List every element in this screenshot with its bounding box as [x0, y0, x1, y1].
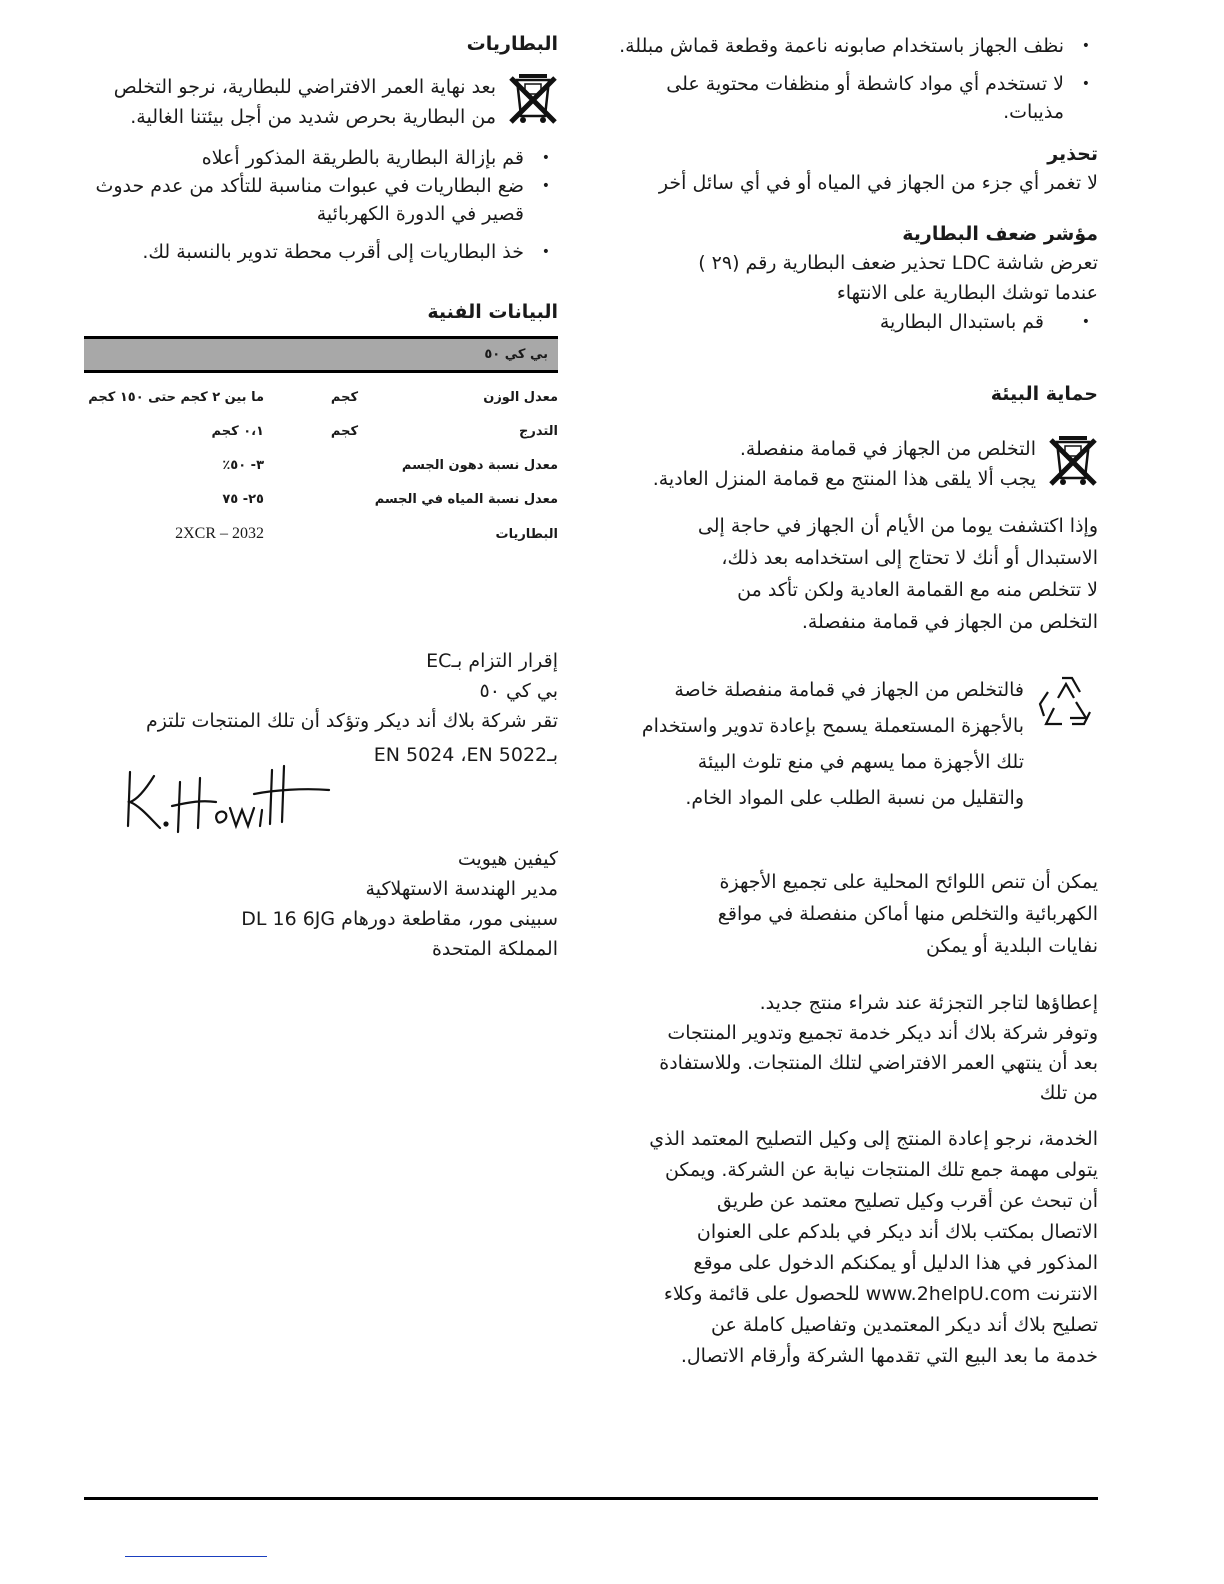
low-battery-title: مؤشر ضعف البطارية: [902, 223, 1098, 245]
low-battery-line: تعرض شاشة LDC تحذير ضعف البطارية رقم (٢٩ ): [698, 252, 1098, 274]
disposal-block: [612, 434, 1098, 494]
technical-data-table: [84, 336, 558, 552]
ec-statement: تقر شركة بلاك أند ديكر وتؤكد أن تلك المنتجات تلتزم: [145, 710, 558, 732]
batteries-title: البطاريات: [466, 33, 558, 55]
low-battery-line: عندما توشك البطارية على الانتهاء: [836, 282, 1098, 304]
list-item: • نظف الجهاز باستخدام صابونه ناعمة وقطعة قماش مبللة.: [612, 32, 1098, 60]
crossed-bin-icon: [508, 72, 558, 126]
battery-list: [84, 144, 558, 266]
crossed-bin-icon: [1048, 434, 1098, 488]
footer-link-line: [125, 1556, 267, 1557]
disposal-line: يجب ألا يلقى هذا المنتج مع قمامة المنزل العادية.: [652, 468, 1036, 490]
table-row: معدل نسبة دهون الجسم ٣- ٥٠٪: [222, 457, 558, 473]
footer-rule: [84, 1497, 1098, 1500]
disposal-line: التخلص من الجهاز في قمامة منفصلة.: [739, 438, 1036, 460]
signatory-name: كيفين هيويت: [457, 848, 558, 870]
technical-data-title: البيانات الفنية: [427, 301, 558, 323]
recycle-icon: [1036, 672, 1098, 734]
low-battery-section: [612, 220, 1098, 336]
environment-title: حماية البيئة: [990, 383, 1098, 405]
env-paragraph: يمكن أن تنص اللوائح المحلية على تجميع الأجهزة الكهربائية والتخلص منها أماكن منفصلة في مواقع نفايات البلدية أو يمكن: [717, 871, 1098, 957]
warning-text: لا تغمر أي جزء من الجهاز في المياه أو في أي سائل أخر: [658, 172, 1098, 194]
left-column: [84, 30, 558, 964]
signature: [84, 770, 558, 844]
table-row: معدل نسبة المياه في الجسم ٢٥- ٧٥: [222, 491, 558, 507]
ec-declaration: [84, 646, 558, 964]
list-item: • ضع البطاريات في عبوات مناسبة للتأكد من عدم حدوث قصير في الدورة الكهربائية: [84, 172, 558, 228]
table-row: معدل الوزن كجم ما بين ٢ كجم حتى ١٥٠ كجم: [88, 389, 558, 405]
signatory-position: مدير الهندسة الاستهلاكية: [365, 878, 558, 900]
signature-image: [124, 762, 334, 842]
table-header-model: بي كي ٥٠: [84, 338, 558, 372]
recycle-block: فالتخلص من الجهاز في قمامة منفصلة خاصة بالأجهزة المستعملة يسمح بإعادة تدوير واستخدام تلك الأجهزة مما يسهم في منع تلوث البيئة والتقليل من نسبة الطلب على المواد الخام.: [612, 672, 1098, 816]
ec-standards: بـEN 5024 ،EN 5022: [373, 744, 558, 766]
env-paragraph: إعطاؤها لتاجر التجزئة عند شراء منتج جديد. وتوفر شركة بلاك أند ديكر خدمة تجميع وتدوير المنتجات بعد أن ينتهي العمر الافتراضي لتلك المنتجات. وللاستفادة من تلك: [659, 992, 1098, 1104]
ec-title: إقرار التزام بـEC: [426, 650, 558, 672]
battery-disposal-block: بعد نهاية العمر الافتراضي للبطارية، نرجو التخلص من البطارية بحرص شديد من أجل بيئتنا الغالية.: [84, 72, 558, 132]
table-row: التدرج كجم ٠،١ كجم: [211, 423, 558, 439]
env-paragraph: الخدمة، نرجو إعادة المنتج إلى وكيل التصليح المعتمد الذي يتولى مهمة جمع تلك المنتجات نيابة عن الشركة. ويمكن أن تبحث عن أقرب وكيل تصليح معتمد عن طريق الاتصال بمكتب بلاك أند ديكر في بلدكم على العنوان المذكور في هذا الدليل أو يمكنكم الدخول على موقع الانترنت www.2helpU.com للحصول على قائمة وكلاء تصليح بلاك أند ديكر المعتمدين وتفاصيل كاملة عن خدمة ما بعد البيع التي تقدمها الشركة وأرقام الاتصال.: [649, 1128, 1098, 1367]
warning-title: تحذير: [1047, 143, 1098, 165]
table-row: البطاريات 2XCR – 2032: [175, 525, 558, 542]
ec-model: بي كي ٥٠: [479, 680, 558, 702]
list-item: • قم باستبدال البطارية: [612, 308, 1098, 336]
env-paragraph: وإذا اكتشفت يوما من الأيام أن الجهاز في حاجة إلى الاستبدال أو أنك لا تحتاج إلى استخدامه بعد ذلك، لا تتخلص منه مع القمامة العادية ولكن تأكد من التخلص من الجهاز في قمامة منفصلة.: [697, 515, 1098, 633]
company-country: المملكة المتحدة: [431, 938, 558, 960]
right-column: [612, 30, 1098, 1372]
list-item: • لا تستخدم أي مواد كاشطة أو منظفات محتوية على مذيبات.: [612, 70, 1098, 126]
cleaning-list: [612, 32, 1098, 126]
list-item: • خذ البطاريات إلى أقرب محطة تدوير بالنسبة لك.: [84, 238, 558, 266]
company-address: سبينى مور، مقاطعة دورهام DL 16 6JG: [241, 908, 558, 930]
warning-section: [612, 140, 1098, 198]
list-item: • قم بإزالة البطارية بالطريقة المذكور أعلاه: [84, 144, 558, 172]
environment-section: [612, 380, 1098, 1372]
